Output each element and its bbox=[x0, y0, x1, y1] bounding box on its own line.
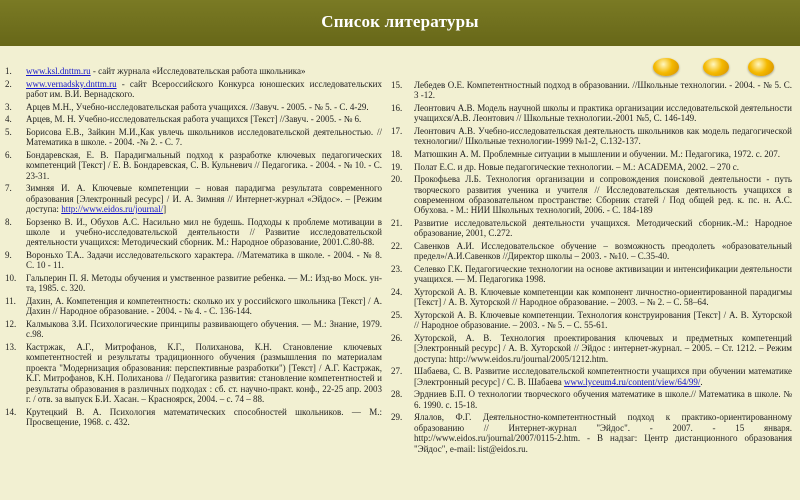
reference-text-part: Борзенко В. И., Обухов А.С. Насильно мил не будешь. Подходы к проблеме мотивации в школе и учебно-исследовательской деятельности // Развитие исследовательской деятельности учащихся: Методический сборник. М.: Народное образование, 2001.С.80-88. bbox=[26, 216, 382, 248]
reference-item bbox=[0, 342, 386, 404]
reference-text-part: Кастржак, А.Г., Митрофанов, К.Г., Полиханова, К.Н. Становление ключевых компетентностей и результаты традиционного обучения (размышления по материалам проекта "Модернизация образования: перспективные разработки") [Текст] / А.Г. Кастржак, К.Г. Митрофанов, К.Н. Полиханова // Педагогика развития: становление компетентностей и результаты образования в различных подходах : сб. ст. научно-практ. конф., 22-25 апр. 2003 г. / отв. за выпуск Б.И. Хасан. – Красноярск, 2004. – с. 74 – 88. bbox=[26, 342, 382, 405]
reference-number: 11. bbox=[5, 296, 16, 306]
reference-link[interactable]: www.vernadsky.dnttm.ru bbox=[26, 78, 117, 89]
reference-text-part: Шабаева, С. В. Развитие исследовательской компетентности учащихся при обучении математике [Электронный ресурс] / С. В. Шабаева bbox=[414, 366, 792, 387]
reference-item bbox=[388, 103, 792, 124]
reference-text bbox=[414, 126, 792, 147]
reference-text-part: Селевко Г.К. Педагогические технологии на основе активизации и интенсификации деятельности учащихся. — М. Педагогика 1998. bbox=[414, 264, 792, 285]
reference-item bbox=[388, 310, 792, 331]
reference-list-left bbox=[0, 66, 386, 430]
reference-text-part: Савенков А.И. Исследовательское обучение – возможность преодолеть «образовательный предел»/А.И.Савенков //Директор школы – 2003. - №10. – С.35-40. bbox=[414, 241, 792, 262]
reference-item bbox=[0, 66, 386, 76]
reference-list-right bbox=[388, 80, 792, 456]
reference-item bbox=[388, 80, 792, 101]
reference-number: 5. bbox=[5, 126, 12, 137]
reference-text-part: Зимняя И. А. Ключевые компетенции – новая парадигма результата современного образования [Электронный ресурс] / И. А. Зимняя // Интернет-журнал «Эйдос». – [Режим доступа: bbox=[26, 183, 382, 214]
reference-item bbox=[388, 162, 792, 172]
reference-number: 8. bbox=[5, 216, 12, 227]
reference-text bbox=[414, 264, 792, 285]
reference-text bbox=[414, 218, 792, 239]
reference-item bbox=[0, 150, 386, 181]
reference-text-part: Арцев М.Н., Учебно-исследовательская работа учащихся. //Завуч. - 2005. - № 5. - С. 4-29. bbox=[26, 101, 369, 112]
reference-text-part: - сайт журнала «Исследовательская работа школьника» bbox=[90, 66, 306, 76]
reference-text bbox=[414, 103, 792, 124]
reference-number: 18. bbox=[391, 149, 403, 159]
reference-text bbox=[414, 310, 792, 331]
orb-icon bbox=[748, 58, 774, 76]
reference-link[interactable]: www.ksl.dnttm.ru bbox=[26, 66, 91, 76]
reference-number: 24. bbox=[391, 287, 403, 297]
reference-text-part: Ялалов, Ф.Г. Деятельностно-компетентностный подход к практико-ориентированному образованию // Интернет-журнал "Эйдос". - 2007. - 15 января. http://www.eidos.ru/journal/2007/0115-2.htm. - В надзаг: Центр дистанционного образования "Эйдос", e-mail: list@eidos.ru. bbox=[414, 412, 792, 454]
reference-item bbox=[0, 273, 386, 294]
reference-item bbox=[0, 183, 386, 214]
reference-text bbox=[26, 150, 386, 181]
reference-number: 3. bbox=[5, 101, 12, 112]
reference-text bbox=[26, 319, 386, 340]
reference-text bbox=[414, 162, 792, 172]
reference-number: 27. bbox=[391, 366, 403, 377]
reference-text bbox=[414, 412, 792, 454]
reference-text-part: ] bbox=[163, 204, 167, 214]
reference-item bbox=[0, 127, 386, 148]
reference-text bbox=[26, 127, 386, 148]
reference-text bbox=[414, 333, 792, 364]
reference-number: 7. bbox=[5, 183, 12, 194]
reference-number: 21. bbox=[391, 218, 403, 228]
reference-text bbox=[414, 287, 792, 308]
reference-text bbox=[414, 241, 792, 262]
reference-text-part: Лебедев О.Е. Компетентностный подход в образовании. //Школьные технологии. - 2004. - № 5. С. 3 -12. bbox=[414, 80, 792, 101]
reference-item bbox=[0, 250, 386, 271]
reference-number: 19. bbox=[391, 161, 403, 172]
reference-text bbox=[26, 66, 386, 76]
reference-number: 16. bbox=[391, 103, 403, 113]
page-title: Список литературы bbox=[321, 12, 479, 31]
reference-number: 17. bbox=[391, 126, 403, 136]
reference-number: 1. bbox=[5, 66, 12, 76]
reference-text-part: Развитие исследовательской деятельности учащихся. Методический сборник.-М.: Народное образование, 2001, С.272. bbox=[414, 218, 792, 239]
reference-item bbox=[388, 366, 792, 387]
reference-text-part: - сайт Всероссийского Конкурса юношеских исследовательских работ им. В.И. Вернадского. bbox=[26, 78, 382, 99]
reference-text bbox=[414, 389, 792, 410]
reference-number: 26. bbox=[391, 333, 403, 343]
reference-text-part: Прокофьева Л.Б. Технология организации и сопровождения поисковой деятельности - путь творческого развития ученика и учителя // Исследовательская деятельность учащихся в современном образовательном пространстве: Сборник статей / Под общей ред. к. пс. н. А.С. Обухова. - М.: НИИ Школьных технологий, 2006. - С. 184-189 bbox=[414, 174, 792, 216]
reference-text-part: Калмыкова З.И. Психологические принципы развивающего обучения. — М.: Знание, 1979. с.98. bbox=[26, 319, 382, 340]
reference-item bbox=[388, 126, 792, 147]
reference-item bbox=[388, 287, 792, 308]
reference-number: 28. bbox=[391, 389, 403, 400]
reference-item bbox=[388, 149, 792, 159]
reference-item bbox=[388, 264, 792, 285]
reference-text bbox=[26, 250, 386, 271]
reference-text-part: Гальперин П. Я. Методы обучения и умственное развитие ребенка. — М.: Изд-во Моск. ун-та, 1985. с. 320. bbox=[26, 273, 382, 294]
reference-number: 10. bbox=[5, 273, 17, 283]
reference-number: 22. bbox=[391, 241, 403, 251]
reference-text-part: Леонтович А.В. Модель научной школы и практика организации исследовательской деятельности учащихся/А.В. Леонтович // Школьные технологии.-2001 №5, С. 146-149. bbox=[414, 103, 792, 124]
reference-text-part: . bbox=[700, 376, 703, 387]
reference-number: 25. bbox=[391, 310, 403, 320]
reference-text bbox=[26, 273, 386, 294]
reference-text-part: Бондаревская, Е. В. Парадигмальный подход к разработке ключевых педагогических компетенций [Текст] / Е. В. Бондаревская, С. В. Кульневич // Педагогика. - 2004. - № 10. - С. 23-31. bbox=[26, 149, 382, 181]
reference-text-part: Арцев, М. Н. Учебно-исследовательская работа учащихся [Текст] //Завуч. - 2005. - № 6. bbox=[26, 114, 362, 125]
reference-number: 2. bbox=[5, 78, 12, 89]
reference-item bbox=[388, 174, 792, 216]
reference-text bbox=[26, 342, 386, 404]
reference-number: 9. bbox=[5, 250, 12, 260]
reference-text bbox=[26, 79, 386, 100]
reference-text bbox=[26, 296, 386, 317]
reference-text bbox=[414, 80, 792, 101]
reference-text-part: Хуторской А. В. Ключевые компетенции. Технология конструирования [Текст] / А. В. Хуторской // Народное образование. – 2003. - № 5. – С. 55-61. bbox=[414, 310, 792, 331]
reference-text bbox=[414, 366, 792, 387]
reference-item bbox=[0, 217, 386, 248]
title-banner bbox=[0, 0, 800, 46]
reference-text-part: Хуторской, А. В. Технология проектирования ключевых и предметных компетенций [Электронный ресурс] / А. В. Хуторской // Эйдос : интернет-журнал. – 2005. – Ст. 1212. – Режим доступа: http://www.eidos.ru/journal/2005/1212.htm. bbox=[414, 333, 792, 364]
reference-number: 20. bbox=[391, 174, 403, 185]
reference-item bbox=[0, 296, 386, 317]
reference-number: 4. bbox=[5, 114, 12, 125]
reference-item bbox=[388, 241, 792, 262]
reference-text-part: Эрдниев Б.П. О технологии творческого обучения математике в школе.// Математика в школе. № 6. 1990. с. 15-18. bbox=[414, 389, 792, 410]
reference-text-part: Леонтович А.В. Учебно-исследовательская деятельность школьников как модель педагогической технологии// Школьные технологии-1999 №1-2, С.132-137. bbox=[414, 126, 792, 147]
reference-text bbox=[26, 217, 386, 248]
reference-text-part: Крутецкий В. А. Психология математических способностей школьников. — М.: Просвещение, 1968. с. 432. bbox=[26, 406, 382, 428]
reference-item bbox=[388, 333, 792, 364]
reference-link[interactable]: http://www.eidos.ru/journal/ bbox=[61, 204, 164, 214]
reference-text bbox=[26, 102, 386, 112]
reference-item bbox=[0, 114, 386, 124]
reference-text-part: Матюшкин А. М. Проблемные ситуации в мышлении и обучении. М.: Педагогика, 1972. с. 207. bbox=[414, 149, 780, 159]
reference-item bbox=[0, 319, 386, 340]
reference-text bbox=[414, 174, 792, 216]
reference-text-part: Вороньхо Т.А.. Задачи исследовательского характера. //Математика в школе. - 2004. - № 8. С. 10 - 11. bbox=[26, 250, 382, 271]
reference-number: 6. bbox=[5, 149, 12, 160]
reference-text-part: Дахин, А. Компетенция и компетентность: сколько их у российского школьника [Текст] / А. Дахин // Народное образование. - 2004. - № 4. - С. 136-144. bbox=[26, 296, 382, 317]
reference-number: 13. bbox=[5, 342, 17, 352]
reference-item bbox=[388, 218, 792, 239]
reference-item bbox=[388, 412, 792, 454]
reference-number: 15. bbox=[391, 80, 403, 90]
reference-item bbox=[0, 102, 386, 112]
orb-icon bbox=[653, 58, 679, 76]
reference-text bbox=[26, 183, 386, 214]
reference-item bbox=[0, 407, 386, 428]
reference-text-part: Хуторской А. В. Ключевые компетенции как компонент личностно-ориентированной парадигмы [Текст] / А. В. Хуторской // Народное образование. – 2003. – № 2. – С. 58–64. bbox=[414, 287, 792, 308]
reference-number: 14. bbox=[5, 406, 17, 417]
reference-number: 12. bbox=[5, 319, 17, 329]
reference-text-part: Борисова Е.В., Зайкин М.И.,Как увлечь школьников исследовательской деятельностью. //Математика в школе. - 2004. -№ 2. - С. 7. bbox=[26, 126, 382, 148]
orb-icon bbox=[703, 58, 729, 76]
reference-text-part: Полат Е.С. и др. Новые педагогические технологии. – М.: ACADEMA, 2002. – 270 с. bbox=[414, 161, 739, 172]
reference-text bbox=[26, 114, 386, 124]
reference-number: 23. bbox=[391, 264, 403, 274]
reference-link[interactable]: www.lyceum4.ru/content/view/64/99/ bbox=[563, 376, 701, 387]
reference-text bbox=[26, 407, 386, 428]
reference-item bbox=[0, 79, 386, 100]
reference-text bbox=[414, 149, 792, 159]
reference-item bbox=[388, 389, 792, 410]
reference-number: 29. bbox=[391, 412, 403, 423]
